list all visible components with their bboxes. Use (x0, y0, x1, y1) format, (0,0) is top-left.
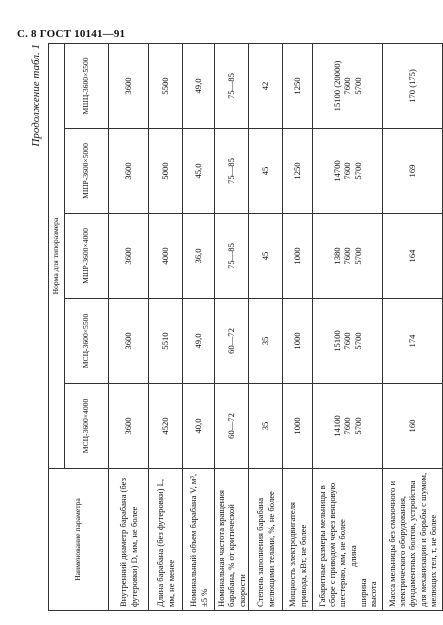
col-header-3: МШР-3600×4000 (65, 214, 109, 299)
table-row: Масса мельницы без смазочного и электрического оборудования, фундаментных болтов, устройства для механизации и борьбы с шумом, мелющих тел, т, не более 160 174 164 169 170 (175) (383, 43, 443, 610)
table-row: Номинальная частота вращения барабана, % от критической скорости 60—72 60—72 75—85 75—85 75—85 (215, 43, 249, 610)
norm-header: Норма для типоразмера (49, 43, 65, 468)
param-header: Наименование параметра (49, 469, 109, 611)
col-header-5: МШЦ-3600×5500 (65, 43, 109, 128)
table-row: Степень заполнения барабана мелющими телами, %, не более 35 35 45 45 42 (249, 43, 283, 610)
table-row: Габаритные размеры мельницы в сборе с приводом через венцовую шестерню, мм, не более длина ширина высота 14100 7600 5700 15100 7600 5700 1380 7600 5700 14700 7600 5700 15100 (20000) 7600 5700 (313, 43, 383, 610)
table-row: Мощность электродвигателя привода, кВт, не более 1000 1000 1000 1250 1250 (283, 43, 313, 610)
table-continuation-label: Продолжение табл. 1 (30, 44, 42, 147)
table-row: Внутренний диаметр барабана (без футеровки) D, мм, не более 3600 3600 3600 3600 3600 (109, 43, 149, 610)
page-header: С. 8 ГОСТ 10141—91 (17, 28, 126, 40)
table-row: Длина барабана (без футеровки) L, мм, не менее 4520 5510 4000 5000 5500 (149, 43, 183, 610)
rotated-table-block (30, 44, 438, 611)
table-row: Номинальный объем барабана V, м³, ±5 % 40,0 49,0 36,0 45,0 49,0 (183, 43, 215, 610)
col-header-2: МСЦ-3600×5500 (65, 299, 109, 384)
parameter-table (48, 43, 443, 611)
col-header-1: МСЦ-3600×4000 (65, 384, 109, 469)
col-header-4: МШР-3600×5000 (65, 129, 109, 214)
